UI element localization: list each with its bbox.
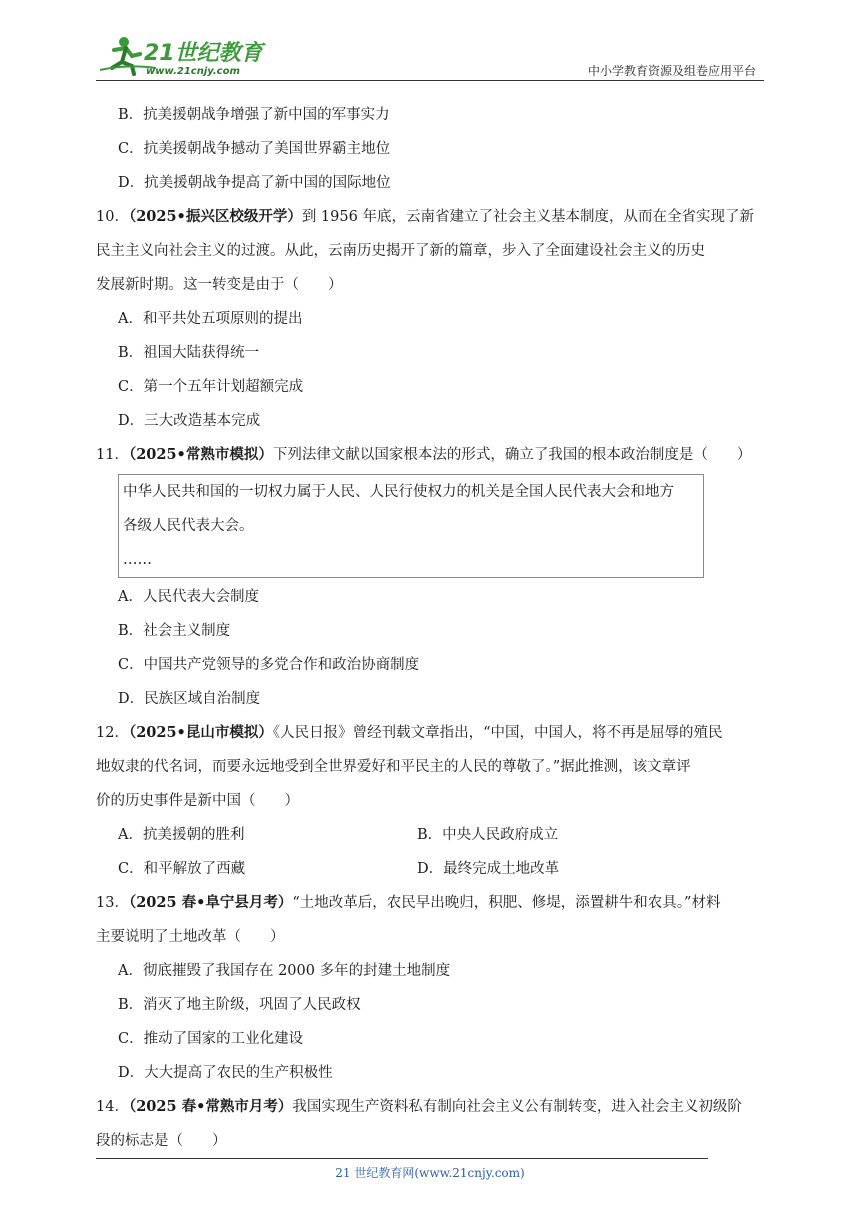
q12-options-row-2 — [96, 852, 768, 886]
material-line: 各级人民代表大会。 — [123, 518, 254, 534]
question-13-stem — [96, 886, 768, 920]
question-number: 10． — [96, 209, 129, 225]
question-content — [96, 98, 768, 1158]
logo-url: www.21cnjy.com — [146, 66, 240, 77]
page-header — [96, 34, 764, 80]
platform-title: 中小学教育资源及组卷应用平台 — [587, 64, 756, 78]
q11-option-b[interactable]: B．社会主义制度 — [118, 623, 231, 639]
question-14-stem — [96, 1090, 768, 1124]
question-number: 14． — [96, 1099, 129, 1115]
q10-option-d[interactable]: D．三大改造基本完成 — [118, 413, 261, 429]
q9-option-b[interactable]: B．抗美援朝战争增强了新中国的军事实力 — [118, 107, 390, 123]
question-source: （2025 春•常熟市月考） — [128, 1098, 293, 1115]
question-text-line: 价的历史事件是新中国（ ） — [96, 793, 299, 809]
material-line: 中华人民共和国的一切权力属于人民、人民行使权力的机关是全国人民代表大会和地方 — [123, 484, 674, 500]
q13-option-a[interactable]: A．彻底摧毁了我国存在 2000 多年的封建土地制度 — [118, 963, 451, 979]
q11-option-d[interactable]: D．民族区域自治制度 — [118, 691, 261, 707]
question-number: 13． — [96, 895, 129, 911]
q11-option-a[interactable]: A．人民代表大会制度 — [118, 589, 259, 605]
material-line: …… — [123, 552, 152, 568]
question-text-line: 段的标志是（ ） — [96, 1133, 227, 1149]
q9-option-d[interactable]: D．抗美援朝战争提高了新中国的国际地位 — [118, 175, 391, 191]
question-13 — [96, 886, 768, 954]
question-text-line: “土地改革后，农民早出晚归，积肥、修堤，添置耕牛和农具。”材料 — [292, 895, 721, 911]
question-10-stem — [96, 200, 768, 234]
question-source: （2025 春•阜宁县月考） — [128, 894, 293, 911]
question-text-line: 主要说明了土地改革（ ） — [96, 929, 285, 945]
q13-option-b[interactable]: B．消灭了地主阶级，巩固了人民政权 — [118, 997, 361, 1013]
q10-option-c[interactable]: C．第一个五年计划超额完成 — [118, 379, 304, 395]
question-text-line: 《人民日报》曾经刊载文章指出，“中国，中国人，将不再是屈辱的殖民 — [272, 725, 723, 741]
question-text-line: 地奴隶的代名词，而要永远地受到全世界爱好和平民主的人民的尊敬了。”据此推测，该文章评 — [96, 759, 691, 775]
question-source: （2025•常熟市模拟） — [128, 446, 273, 463]
runner-logo-icon — [96, 34, 266, 78]
q13-option-c[interactable]: C．推动了国家的工业化建设 — [118, 1031, 304, 1047]
q13-option-d[interactable]: D．大大提高了农民的生产积极性 — [118, 1065, 333, 1081]
material-box — [118, 474, 704, 578]
logo-text: 21世纪教育 — [144, 41, 263, 66]
question-text-line: 民主主义向社会主义的过渡。从此，云南历史揭开了新的篇章，步入了全面建设社会主义的历史 — [96, 243, 705, 259]
q12-option-d[interactable]: D．最终完成土地改革 — [417, 861, 560, 877]
question-text-line: 下列法律文献以国家根本法的形式，确立了我国的根本政治制度是（ ） — [272, 447, 752, 463]
q10-option-b[interactable]: B．祖国大陆获得统一 — [118, 345, 260, 361]
question-number: 12． — [96, 725, 129, 741]
question-text-line: 到 1956 年底，云南省建立了社会主义基本制度，从而在全省实现了新 — [301, 209, 754, 225]
q10-option-a[interactable]: A．和平共处五项原则的提出 — [118, 311, 303, 327]
q12-options-row-1 — [96, 818, 768, 852]
q12-option-a[interactable]: A．抗美援朝的胜利 — [118, 827, 245, 843]
footer-link[interactable]: 21 世纪教育网(www.21cnjy.com) — [335, 1166, 525, 1180]
site-logo[interactable] — [96, 34, 266, 78]
question-text-line: 我国实现生产资料私有制向社会主义公有制转变，进入社会主义初级阶 — [292, 1099, 742, 1115]
q11-option-c[interactable]: C．中国共产党领导的多党合作和政治协商制度 — [118, 657, 420, 673]
question-14 — [96, 1090, 768, 1158]
question-source: （2025•昆山市模拟） — [128, 724, 273, 741]
question-10 — [96, 200, 768, 302]
question-source: （2025•振兴区校级开学） — [128, 208, 302, 225]
q12-option-c[interactable]: C．和平解放了西藏 — [118, 861, 246, 877]
question-number: 11． — [96, 447, 129, 463]
question-12-stem — [96, 716, 768, 750]
q9-option-c[interactable]: C．抗美援朝战争撼动了美国世界霸主地位 — [118, 141, 391, 157]
q12-option-b[interactable]: B．中央人民政府成立 — [417, 827, 559, 843]
header-divider — [96, 80, 764, 81]
question-text-line: 发展新时期。这一转变是由于（ ） — [96, 277, 343, 293]
footer-divider — [96, 1158, 708, 1159]
question-12 — [96, 716, 768, 818]
question-11 — [96, 438, 768, 472]
